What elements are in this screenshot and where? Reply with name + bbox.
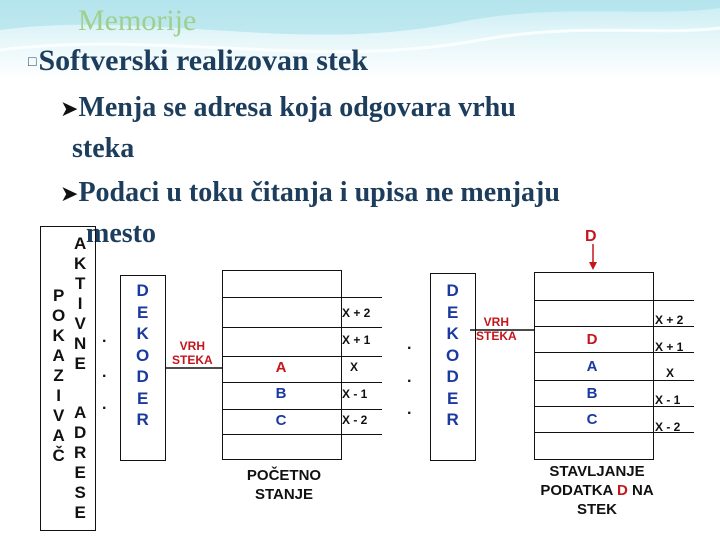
bullet-2-cont: mesto [86, 218, 156, 249]
addr-2-x: X [666, 366, 675, 380]
caption-stavljanje: STAVLJANJE PODATKA D NA STEK [540, 463, 654, 518]
decoder-2-label: D E K O D E R [446, 281, 460, 429]
addr-1-x: X [350, 360, 359, 374]
label-adrese: A D R E S E [74, 403, 87, 522]
dot-2: · [102, 368, 108, 385]
dot-1: · [102, 333, 108, 350]
square-bullet-icon: □ [28, 55, 37, 71]
addr-2-xminus1: X - 1 [655, 393, 681, 407]
addr-2-xplus2: X + 2 [655, 313, 684, 327]
arrow-bullet-icon: ➤ [60, 182, 79, 207]
addr-1-xminus2: X - 2 [342, 413, 368, 427]
vrh-steka-label-1: VRH STEKA [172, 339, 213, 367]
addr-1-xplus2: X + 2 [342, 306, 371, 320]
stack-1-value-a: A [275, 359, 287, 376]
stack-1-value-c: C [275, 412, 287, 429]
heading-text: Softverski realizovan stek [38, 44, 368, 77]
addr-2-xplus1: X + 1 [655, 340, 684, 354]
input-d-label: D [585, 228, 597, 245]
addr-2-xminus2: X - 2 [655, 420, 681, 434]
vrh-steka-label-2: VRH STEKA [476, 315, 517, 343]
arrow-bullet-icon: ➤ [60, 97, 79, 122]
decoder-1-label: D E K O D E R [136, 281, 150, 429]
stack-2-value-d: D [586, 331, 598, 348]
label-aktivne: A K T I V N E [74, 234, 87, 373]
stack-2-value-a: A [586, 358, 598, 375]
addr-1-xplus1: X + 1 [342, 333, 371, 347]
bullet-1-text: Menja se adresa koja odgovara vrhu [78, 92, 516, 123]
bullet-1-cont: steka [72, 133, 135, 164]
bullet-2-text: Podaci u toku čitanja i upisa ne menjaju [78, 177, 560, 208]
stack-2-value-c: C [586, 411, 598, 428]
addr-1-xminus1: X - 1 [342, 387, 368, 401]
stack-2-value-b: B [586, 385, 598, 402]
stack-1-value-b: B [275, 385, 287, 402]
caption-pocetno: POČETNO STANJE [246, 467, 322, 503]
dot-3: · [102, 400, 108, 417]
slide-title-bg: Memorije [78, 4, 197, 37]
label-pokazivac: P O K A Z I V A Č [52, 286, 66, 465]
